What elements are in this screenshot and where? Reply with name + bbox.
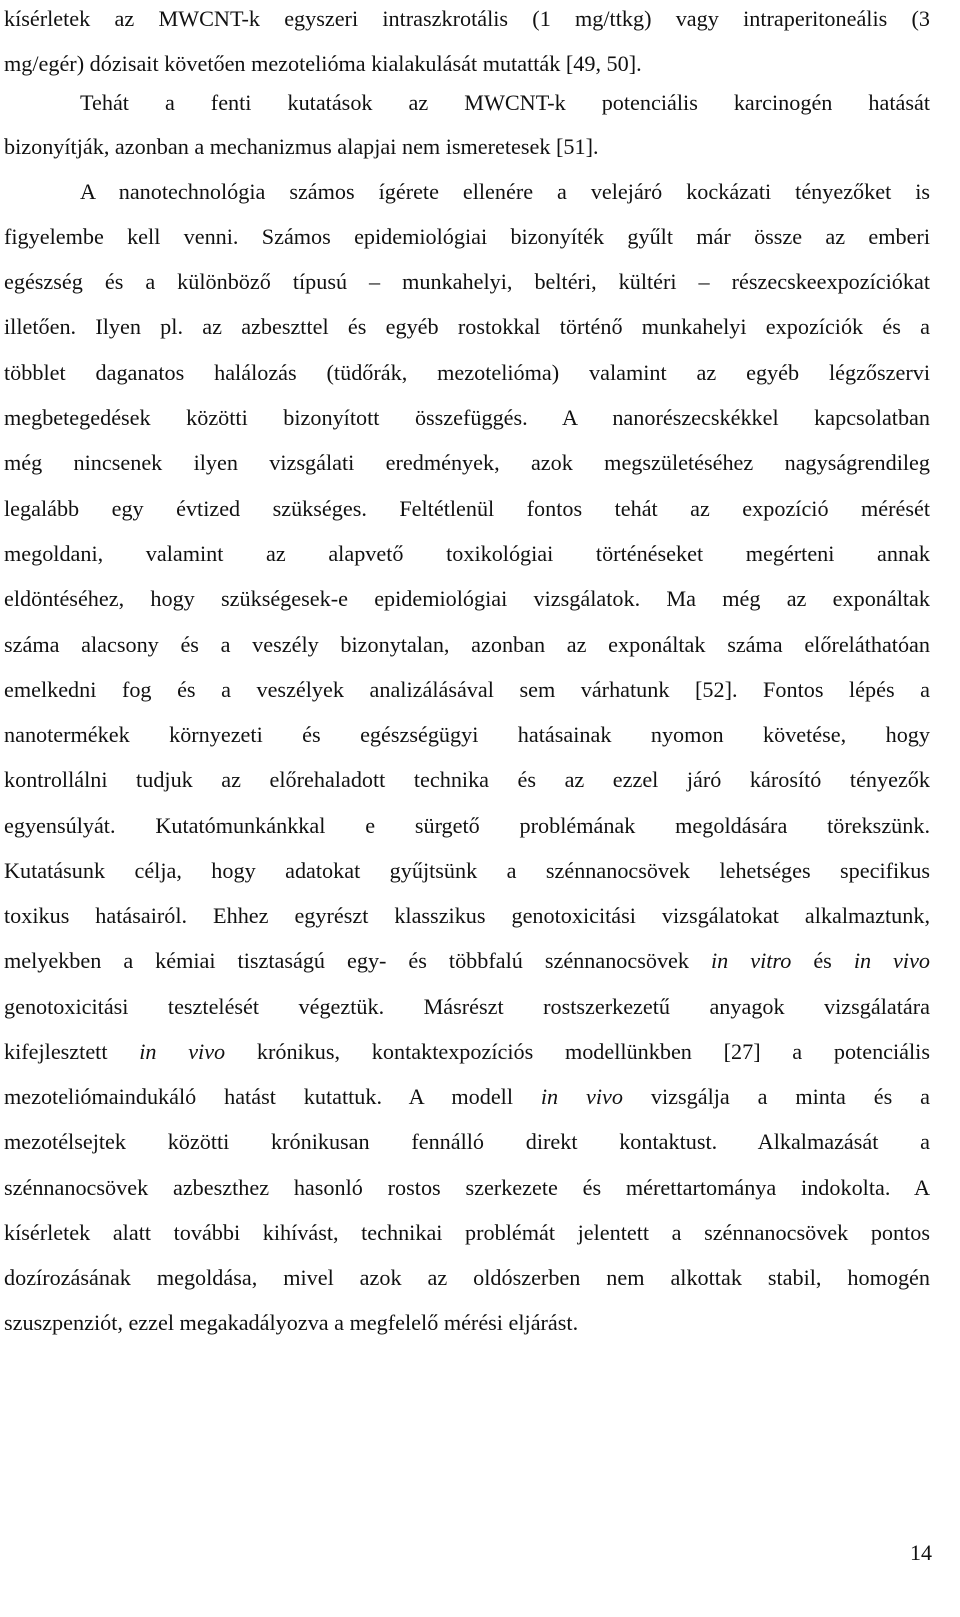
text-line: dozírozásának megoldása, mivel azok az oldószerben nem alkottak stabil, homogén <box>4 1265 930 1290</box>
text-line: kísérletek alatt további kihívást, technikai problémát jelentett a szénnanocsövek pontos <box>4 1220 930 1245</box>
text-line: eldöntéséhez, hogy szükségesek-e epidemiológiai vizsgálatok. Ma még az exponáltak <box>4 586 930 611</box>
text-line: mezoteliómaindukáló hatást kutattuk. A modell in vivo vizsgálja a minta és a <box>4 1084 930 1109</box>
text-line: mg/egér) dózisait követően mezotelióma kialakulását mutatták [49, 50]. <box>4 51 642 76</box>
text-line: mezotélsejtek közötti krónikusan fennálló direkt kontaktust. Alkalmazását a <box>4 1129 930 1154</box>
latin-term: in vivo <box>139 1039 226 1064</box>
text-line: szuszpenziót, ezzel megakadályozva a megfelelő mérési eljárást. <box>4 1310 579 1335</box>
page-number: 14 <box>910 1540 932 1565</box>
text-line: nanotermékek környezeti és egészségügyi hatásainak nyomon követése, hogy <box>4 722 930 747</box>
text-line: Tehát a fenti kutatások az MWCNT-k potenciális karcinogén hatását <box>80 90 930 115</box>
latin-term: in vivo <box>540 1084 623 1109</box>
text-line: kifejlesztett in vivo krónikus, kontaktexpozíciós modellünkben [27] a potenciális <box>4 1039 930 1064</box>
text-line: toxikus hatásairól. Ehhez egyrészt klasszikus genotoxicitási vizsgálatokat alkalmaztunk, <box>4 903 930 928</box>
text-line: bizonyítják, azonban a mechanizmus alapjai nem ismeretesek [51]. <box>4 134 599 159</box>
text-line: emelkedni fog és a veszélyek analizálásával sem várhatunk [52]. Fontos lépés a <box>4 677 930 702</box>
text-line: kontrollálni tudjuk az előrehaladott technika és az ezzel járó károsító tényezők <box>4 767 930 792</box>
latin-term: in vitro <box>711 948 792 973</box>
text-line: többlet daganatos halálozás (tüdőrák, mezotelióma) valamint az egyéb légzőszervi <box>4 360 930 385</box>
text-line: genotoxicitási tesztelését végeztük. Másrészt rostszerkezetű anyagok vizsgálatára <box>4 994 930 1019</box>
text-line: megbetegedések közötti bizonyított összefüggés. A nanorészecskékkel kapcsolatban <box>4 405 930 430</box>
text-line: A nanotechnológia számos ígérete ellenére a velejáró kockázati tényezőket is <box>80 179 930 204</box>
text-line: még nincsenek ilyen vizsgálati eredmények, azok megszületéséhez nagyságrendileg <box>4 450 930 475</box>
text-line: melyekben a kémiai tisztaságú egy- és többfalú szénnanocsövek in vitro és in vivo <box>4 948 931 973</box>
text-line: kísérletek az MWCNT-k egyszeri intraszkrotális (1 mg/ttkg) vagy intraperitoneális (3 <box>4 6 930 31</box>
text-line: legalább egy évtized szükséges. Feltétlenül fontos tehát az expozíció mérését <box>4 496 930 521</box>
text-line: szénnanocsövek azbeszthez hasonló rostos szerkezete és mérettartománya indokolta. A <box>4 1175 930 1200</box>
latin-term: in vivo <box>853 948 931 973</box>
text-line: illetően. Ilyen pl. az azbeszttel és egyéb rostokkal történő munkahelyi expozíciók és a <box>4 314 930 339</box>
text-line: egészség és a különböző típusú – munkahelyi, beltéri, kültéri – részecskeexpozíciókat <box>4 269 930 294</box>
text-line: figyelembe kell venni. Számos epidemiológiai bizonyíték gyűlt már össze az emberi <box>4 224 930 249</box>
text-line: száma alacsony és a veszély bizonytalan, azonban az exponáltak száma előreláthatóan <box>4 632 930 657</box>
text-line: megoldani, valamint az alapvető toxikológiai történéseket megérteni annak <box>4 541 930 566</box>
text-line: Kutatásunk célja, hogy adatokat gyűjtsünk a szénnanocsövek lehetséges specifikus <box>4 858 930 883</box>
text-line: egyensúlyát. Kutatómunkánkkal e sürgető problémának megoldására törekszünk. <box>4 813 930 838</box>
